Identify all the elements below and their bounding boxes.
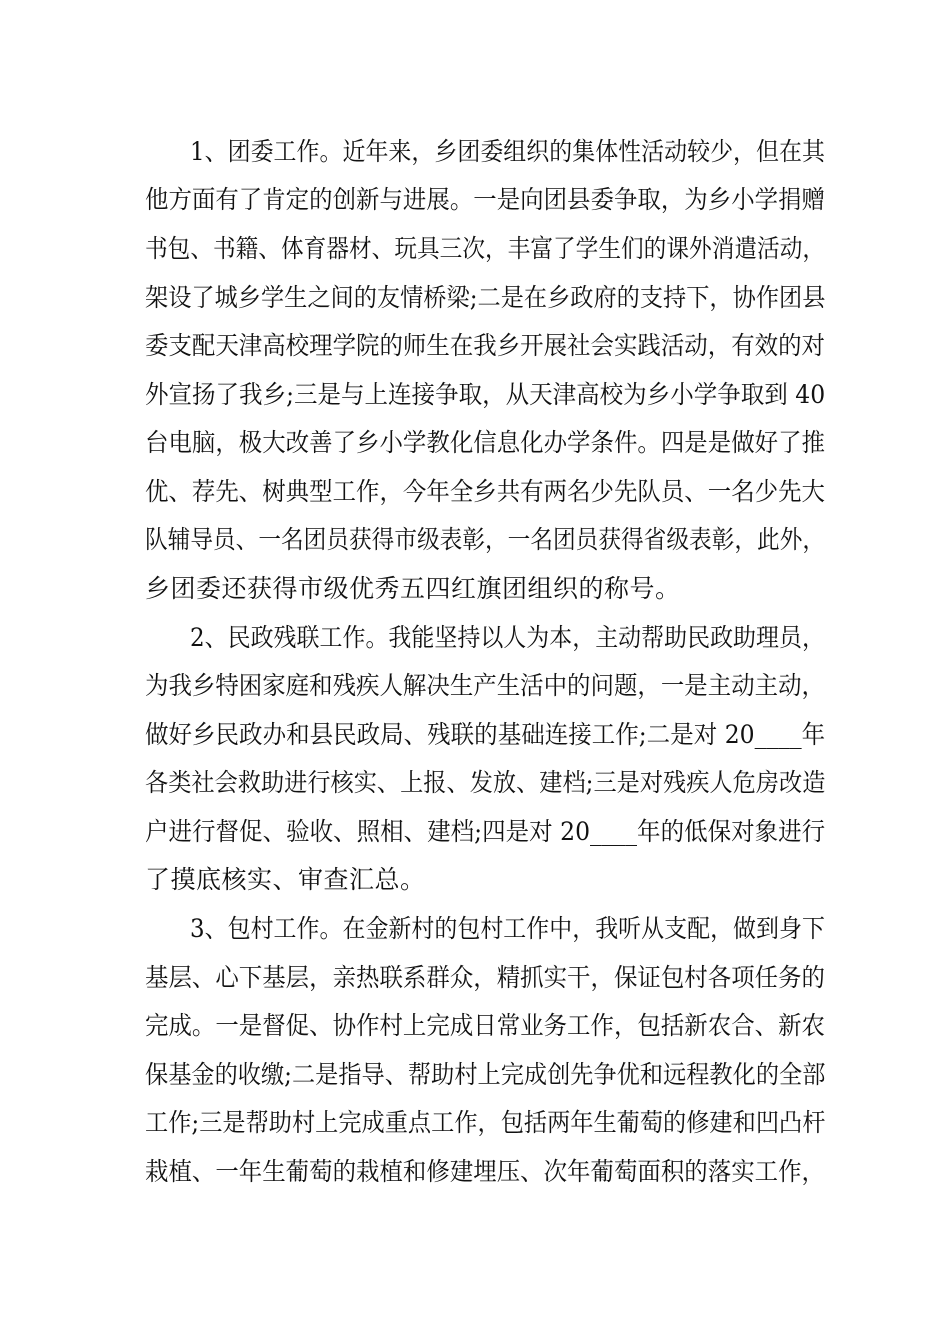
paragraph-2-line-1: 2、民政残联工作。我能坚持以人为本，主动帮助民政助理员， <box>190 623 825 652</box>
paragraph-2-line-6: 了摸底核实、审查汇总。 <box>145 865 426 894</box>
paragraph-1-line-1: 1、团委工作。近年来，乡团委组织的集体性活动较少，但在其 <box>190 137 825 166</box>
paragraph-3-line-1: 3、包村工作。在金新村的包村工作中，我听从支配，做到身下 <box>190 914 825 943</box>
paragraph-3-line-6: 栽植、一年生葡萄的栽植和修建埋压、次年葡萄面积的落实工作， <box>145 1157 825 1186</box>
paragraph-1-line-4: 架设了城乡学生之间的友情桥梁;二是在乡政府的支持下，协作团县 <box>145 283 826 312</box>
paragraph-1-line-6: 外宣扬了我乡;三是与上连接争取，从天津高校为乡小学争取到 40 <box>145 380 826 409</box>
paragraph-3-line-5: 工作;三是帮助村上完成重点工作，包括两年生葡萄的修建和凹凸杆 <box>145 1108 826 1137</box>
paragraph-2-line-2: 为我乡特困家庭和残疾人解决生产生活中的问题，一是主动主动， <box>145 671 825 700</box>
paragraph-1-line-3: 书包、书籍、体育器材、玩具三次，丰富了学生们的课外消遣活动， <box>145 234 826 263</box>
paragraph-3-line-2: 基层、心下基层，亲热联系群众，精抓实干，保证包村各项任务的 <box>145 963 825 992</box>
paragraph-1-line-7: 台电脑，极大改善了乡小学教化信息化办学条件。四是是做好了推 <box>145 428 825 457</box>
paragraph-1-line-9: 队辅导员、一名团员获得市级表彰，一名团员获得省级表彰，此外， <box>145 525 826 554</box>
paragraph-3-line-3: 完成。一是督促、协作村上完成日常业务工作，包括新农合、新农 <box>145 1011 825 1040</box>
paragraph-2-line-4: 各类社会救助进行核实、上报、发放、建档;三是对残疾人危房改造 <box>145 768 826 797</box>
paragraph-3-line-4: 保基金的收缴;二是指导、帮助村上完成创先争优和远程教化的全部 <box>145 1060 826 1089</box>
paragraph-1-line-5: 委支配天津高校理学院的师生在我乡开展社会实践活动，有效的对 <box>145 331 825 360</box>
paragraph-2-line-3: 做好乡民政办和县民政局、残联的基础连接工作;二是对 20____年 <box>145 720 826 749</box>
paragraph-2-line-5: 户进行督促、验收、照相、建档;四是对 20____年的低保对象进行 <box>145 817 826 846</box>
paragraph-1-line-2: 他方面有了肯定的创新与进展。一是向团县委争取，为乡小学捐赠 <box>145 185 825 214</box>
paragraph-1-line-10: 乡团委还获得市级优秀五四红旗团组织的称号。 <box>145 574 681 603</box>
paragraph-1-line-8: 优、荐先、树典型工作，今年全乡共有两名少先队员、一名少先大 <box>145 477 825 506</box>
